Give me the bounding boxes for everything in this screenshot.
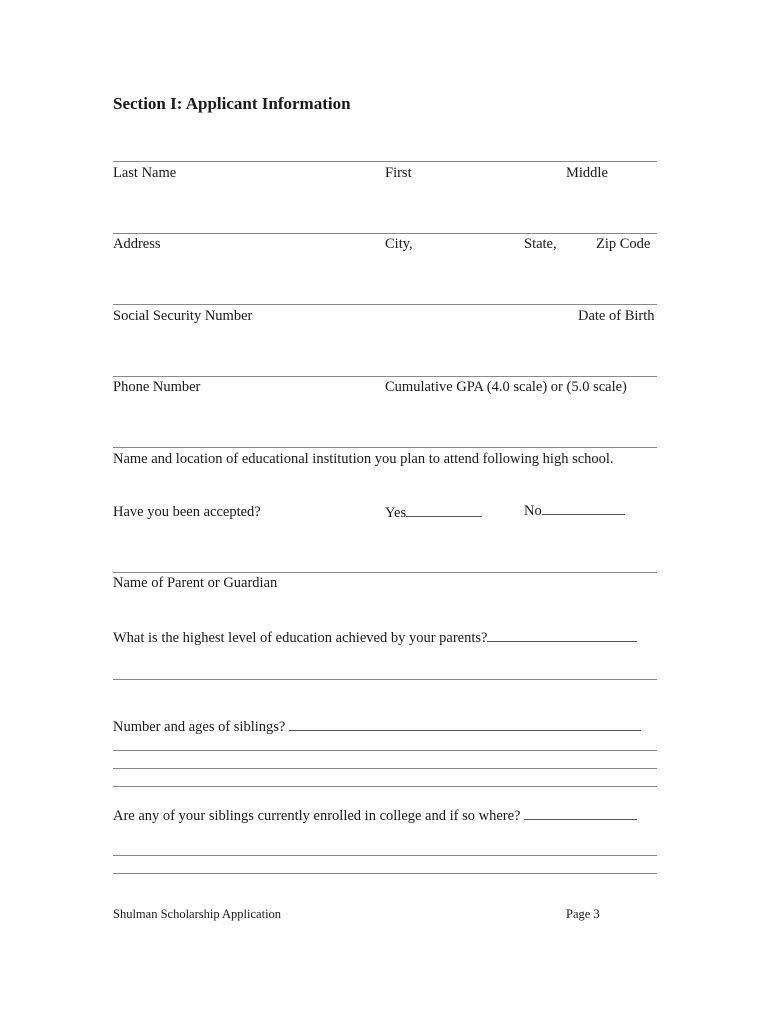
siblings-college-question: Are any of your siblings currently enrolled in college and if so where? — [113, 808, 521, 824]
no-label: No — [524, 503, 542, 519]
education-field[interactable] — [113, 629, 637, 647]
no-blank[interactable] — [542, 502, 625, 515]
ssn-line[interactable] — [113, 304, 657, 305]
parent-line[interactable] — [113, 572, 657, 573]
siblings-line-2[interactable] — [113, 750, 657, 751]
siblings-line-4[interactable] — [113, 786, 657, 787]
yes-field[interactable] — [385, 504, 482, 522]
phone-line[interactable] — [113, 376, 657, 377]
first-name-label: First — [385, 165, 412, 181]
phone-label: Phone Number — [113, 379, 201, 395]
parent-label: Name of Parent or Guardian — [113, 575, 278, 591]
institution-line[interactable] — [113, 447, 657, 448]
siblings-question: Number and ages of siblings? — [113, 719, 286, 735]
siblings-college-line-2[interactable] — [113, 855, 657, 856]
section-title: Section I: Applicant Information — [113, 94, 351, 113]
dob-label: Date of Birth — [578, 308, 655, 324]
siblings-field[interactable] — [113, 718, 641, 736]
gpa-label: Cumulative GPA (4.0 scale) or (5.0 scale) — [385, 379, 627, 395]
siblings-college-field[interactable] — [113, 807, 637, 825]
footer-title: Shulman Scholarship Application — [113, 907, 282, 921]
siblings-college-blank[interactable] — [524, 807, 637, 820]
last-name-label: Last Name — [113, 165, 177, 181]
institution-label: Name and location of educational institution you plan to attend following high school. — [113, 451, 614, 467]
no-field[interactable] — [524, 502, 625, 520]
address-label: Address — [113, 236, 161, 252]
education-question: What is the highest level of education achieved by your parents? — [113, 630, 488, 646]
middle-name-label: Middle — [566, 165, 608, 181]
yes-blank[interactable] — [406, 504, 482, 517]
page-number: Page 3 — [566, 907, 600, 921]
ssn-label: Social Security Number — [113, 308, 253, 324]
education-blank[interactable] — [487, 629, 637, 642]
siblings-college-line-3[interactable] — [113, 873, 657, 874]
zip-label: Zip Code — [596, 236, 651, 252]
yes-label: Yes — [385, 505, 407, 521]
address-line[interactable] — [113, 233, 657, 234]
name-line[interactable] — [113, 161, 657, 162]
siblings-line-3[interactable] — [113, 768, 657, 769]
city-label: City, — [385, 236, 413, 252]
state-label: State, — [524, 236, 557, 252]
education-line-2[interactable] — [113, 679, 657, 680]
siblings-blank[interactable] — [289, 718, 641, 731]
accepted-question: Have you been accepted? — [113, 504, 261, 520]
